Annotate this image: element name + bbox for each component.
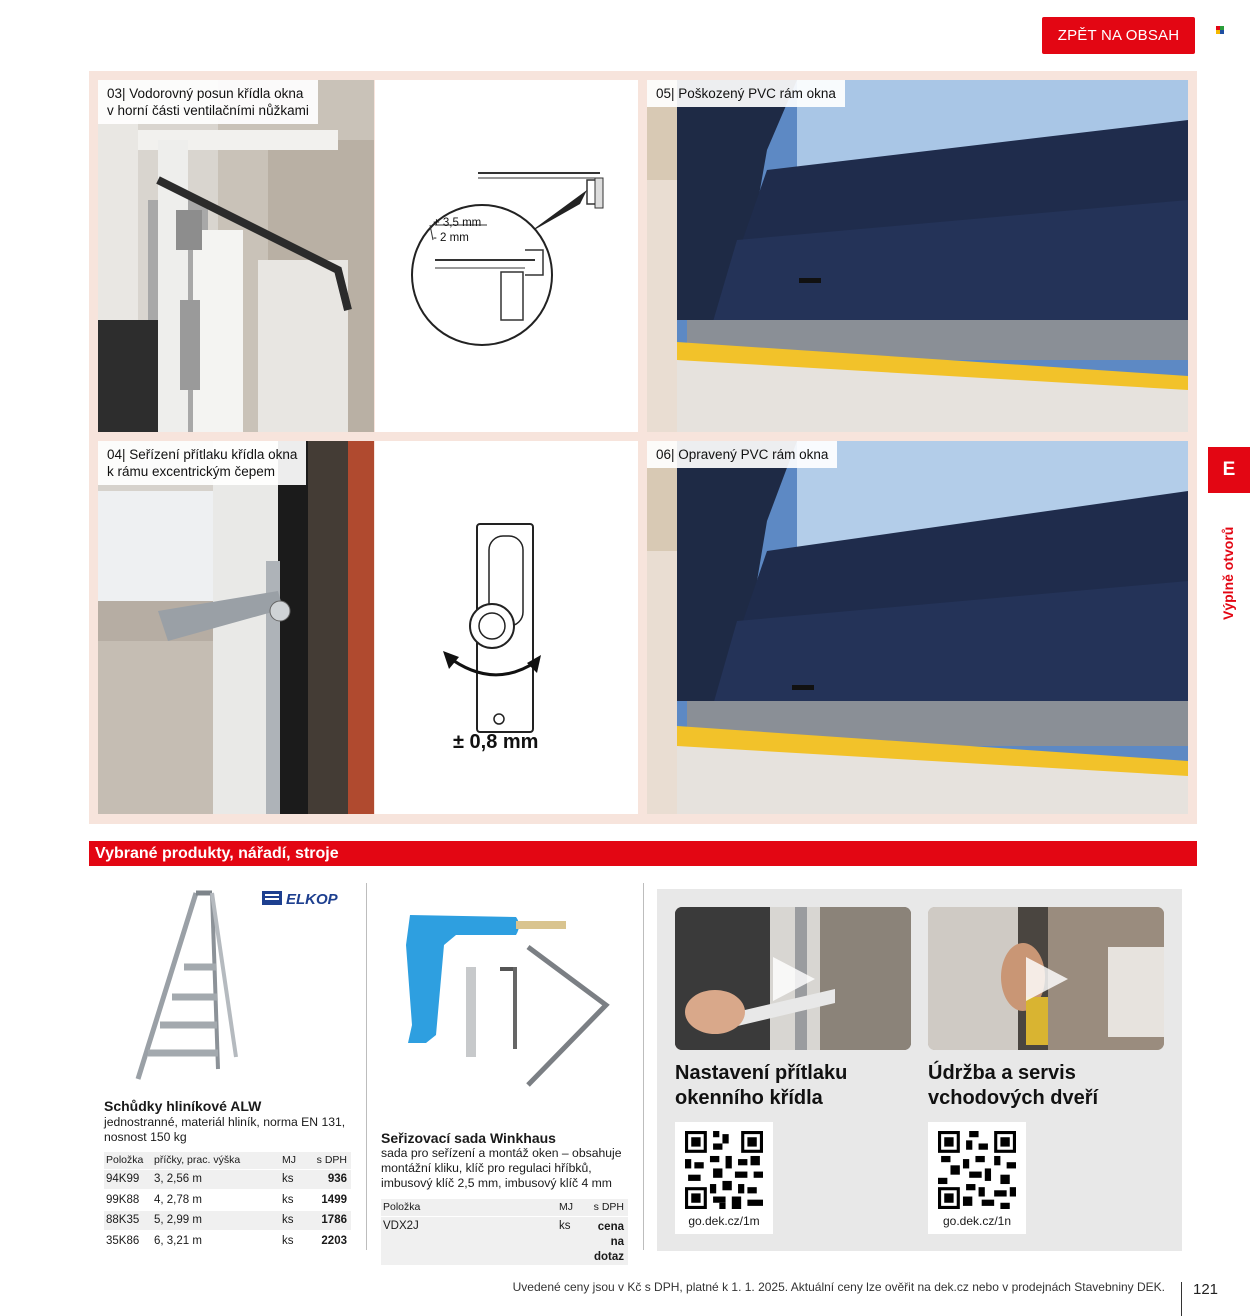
back-to-contents-button[interactable]: ZPĚT NA OBSAH <box>1042 17 1195 54</box>
elkop-logo <box>262 889 352 907</box>
photo-03-ventilation-scissors <box>98 80 374 432</box>
table-row: 94K99 3, 2,56 m ks 936 <box>104 1169 351 1190</box>
product-desc-ladder: jednostranné, materiál hliník, norma EN 131, nosnost 150 kg <box>104 1115 346 1144</box>
table-row: 35K86 6, 3,21 m ks 2203 <box>104 1231 351 1252</box>
kit-price-table: Položka MJ s DPH VDX2J ks cena na dotaz <box>381 1199 628 1265</box>
footer-divider <box>1181 1282 1182 1316</box>
video-title-1: Nastavení přítlaku okenního křídla <box>675 1062 848 1109</box>
diagram-04-eccentric-pin <box>375 441 638 814</box>
qr-code-2[interactable] <box>928 1122 1026 1234</box>
chapter-label: Výplně otvorů <box>1220 526 1236 620</box>
qr-code-icon <box>685 1131 763 1209</box>
ladder-price-table: Položka příčky, prac. výška MJ s DPH 94K99 3, 2,56 m ks 936 99K88 4, 2,78 m ks 1499 88K35 5, 2,99 m ks 1786 35K86 6, 3,21 m ks 2203 <box>104 1152 351 1251</box>
product-desc-kit: sada pro seřízení a montáž oken – obsahuje montážní kliku, klíč pro regulaci hříbků, imbusový klíč 2,5 mm, imbusový klíč 4 mm <box>381 1146 622 1190</box>
qr-code-1[interactable] <box>675 1122 773 1234</box>
page-number: 121 <box>1193 1281 1219 1298</box>
adjustment-kit-image <box>398 905 610 1090</box>
section-title: Vybrané produkty, nářadí, stroje <box>89 841 1197 866</box>
product-title-kit: Seřizovací sada Winkhaus <box>381 1130 556 1146</box>
photo-04-eccentric-pin <box>98 441 374 814</box>
dimension-minus: - 2 mm <box>433 232 469 244</box>
table-row: 88K35 5, 2,99 m ks 1786 <box>104 1210 351 1231</box>
svg-text:ELKOP: ELKOP <box>286 891 338 907</box>
price-note: Uvedené ceny jsou v Kč s DPH, platné k 1. 1. 2025. Aktuální ceny lze ověřit na dek.cz nebo v prodejnách Stavebniny DEK. <box>512 1280 1165 1294</box>
video-title-2: Údržba a servis vchodových dveří <box>928 1062 1099 1109</box>
video-thumbnail-1[interactable] <box>675 907 911 1050</box>
photo-05-damaged-frame <box>647 80 1188 432</box>
tolerance-label: ± 0,8 mm <box>453 731 539 753</box>
caption-06: 06| Opravený PVC rám okna <box>647 441 837 468</box>
qr-code-icon <box>938 1131 1016 1209</box>
video-link-2[interactable]: go.dek.cz/1n <box>942 1214 1012 1228</box>
ladder-image <box>128 889 246 1084</box>
dimension-plus: + 3,5 mm <box>433 217 482 229</box>
color-mark-icon <box>1216 26 1225 34</box>
table-row: VDX2J ks cena na dotaz <box>381 1216 628 1265</box>
caption-04: 04| Seřízení přítlaku křídla okna k rámu excentrickým čepem <box>98 441 306 485</box>
chapter-tab[interactable]: E <box>1208 447 1250 493</box>
caption-05: 05| Poškozený PVC rám okna <box>647 80 845 107</box>
table-row: 99K88 4, 2,78 m ks 1499 <box>104 1190 351 1211</box>
video-thumbnail-2[interactable] <box>928 907 1164 1050</box>
column-divider <box>643 883 644 1250</box>
diagram-03-horizontal-shift <box>375 80 638 432</box>
caption-03: 03| Vodorovný posun křídla okna v horní části ventilačními nůžkami <box>98 80 318 124</box>
video-link-1[interactable]: go.dek.cz/1m <box>688 1214 760 1228</box>
product-title-ladder: Schůdky hliníkové ALW <box>104 1098 262 1114</box>
column-divider <box>366 883 367 1250</box>
photo-06-repaired-frame <box>647 441 1188 814</box>
video-section <box>657 889 1182 1251</box>
